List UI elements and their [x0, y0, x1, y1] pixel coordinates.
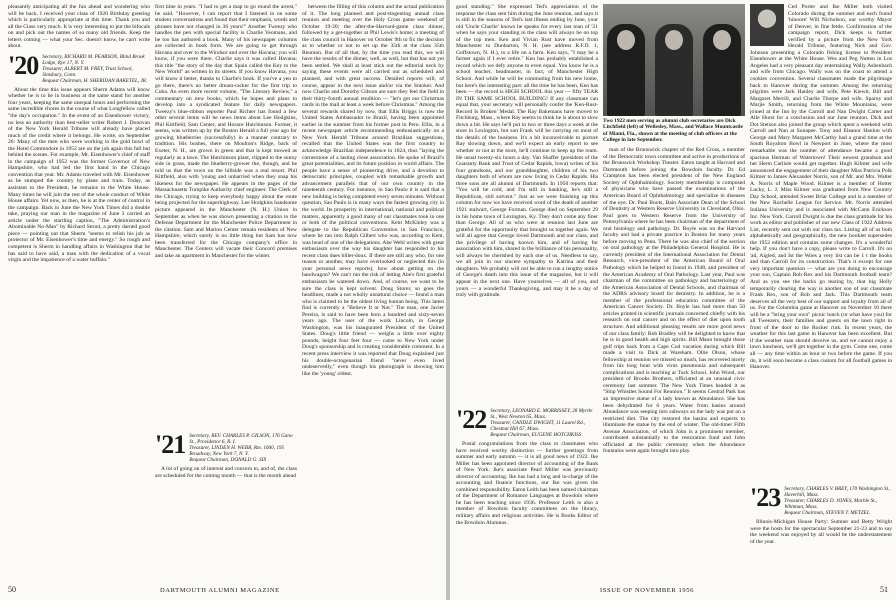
secretary-line: Secretary, CHARLES V. BREY, 170 Washington St., Haverhill, Mass. — [784, 486, 891, 498]
class-header-1921 — [155, 430, 297, 463]
bequest-line: Bequest Chairman, H. SHERIDAN BAKETEL, JR. — [42, 77, 148, 84]
page-footer: DARTMOUTH ALUMNI MAGAZINE — [160, 587, 280, 594]
class-header-1922 — [456, 405, 598, 438]
paragraph: A lot of going on of interest and concern to, and of, the class are scheduled for the coming month — that is the month ahead — [155, 466, 297, 479]
treasurer-line: Treasurer, CHARLES D. JONES, Marble St., Whitman, Mass. — [784, 498, 878, 510]
treasurer-line: Treasurer, ALBERT M. FREY, Trust School, Simsbury, Conn. — [42, 65, 133, 78]
right-column-1 — [456, 4, 598, 570]
bequest-line: Bequest Chairman, STEVEN T. METZEL — [784, 510, 870, 516]
paragraph: man of the Brunswick chapter of the Red Cross, a member of the Democratic town committee and active in productions of the Brunswick Workshop Theater. Eaton taught at Harvard and Dartmouth before joining the Bowdoin faculty. Dr. Ed Crampton has been elected president of the New England Society of Ophthalmology. Society membership is composed of physicians who have passed the examinations of the American Board of Ophthalmology and specialize in diseases of the eye. Dr. Paul Boots, Bain Associate Dean of the School of Dentistry at Western Reserve University in Cleveland, Ohio. Paul goes to Western Reserve from the University of Pennsylvania where he has been chairman of the department of oral histology and pathology. Dr. Boyle was on the Harvard faculty and had a private practice in Boston for many years before moving to Penn. There he was also chief of the section on oral pathology at the Philadelphia General Hospital. He is currently president of the International Association for Dental Research, vice-president of the American Board of Oral Pathology which he helped to found in 1948, and president of the American Academy of Oral Pathology. Last year, Paul was chairman of the committee on pathology and bacteriology of the American Association of Dental Schools, and chairman of the ADRS advisory board for dentistry. In addition, he is a member of the professional education committee of the American Cancer Society. Dr. Boyle has had more than 50 articles printed in scientific journals concerned chiefly with his research on oral cancer and on the effect of diet upon tooth structure. And additional pleasing results are more good news of our class family: Bob Bradley will be delighted to know that he is in good health and high spirits. Bill Mann brought those golf trips back from a Cape Cod vacation during which Bill made a visit to Dick at Wareham. Ollie Olson, whose fellowship at reunion we missed so much, has recovered nicely from his long bout with virus pneumonia and subsequent complications and is teaching at Tuck School. John Wood, our president of Brooks Brothers, officiated at an unusual civic ceremony last summer. The New York Times headed it as "Ship Whistles Sound For Reunion." It seems Central Park has an impressive statue of a lady known as Abundance. She has been dehydrated for 6 years. Water from basins around Abundance was seeping into subways so the lady was put on a restricted diet. The city restored the basins and expects to illuminate the statue by the end of winter. The old-timer Fifth Avenue Association, of which John is a prominent member, contributed substantially to the restoration fund and John officiated at the public ceremony when the Abundance fountains were again brought into play. — [603, 147, 745, 455]
left-page — [0, 0, 446, 600]
page-number: 51 — [880, 585, 888, 594]
class-officers — [189, 433, 297, 463]
left-column-3 — [302, 4, 444, 570]
secretary-line: Secretary, RICHARD M. PEARSON, Blind Brook Lodge, Rye 17, N. Y. — [42, 53, 145, 66]
bequest-line: Bequest Chairman, DONALD G. SIX — [189, 457, 267, 463]
class-year: '20 — [8, 50, 39, 80]
treasurer-line: Treasurer, CANDLE DWIGHT, 11 Laurel Rd., Chestnut Hill 67, Mass. — [490, 420, 586, 432]
paragraph: good standing." She expressed Ted's appreciation of the response the class sent him during the June reunion, and says it is still in the seasons of Ted's last illness ending by June, your old 'Uncle Charlie' knows he speaks for every last man of '21 when he says your standing in the class will always be on top of the top men. Ken and Vivian Rust have moved from Manchester to Dunbarton, N. H. (see address R.F.D. 1, Goffstown, N. H.), to a life on a farm. Ken says, "I may be a farmer again if I ever retire." Ken has probably established a record which we defy anyone to even equal. You know he is a school teacher, headmaster, in fact, of Manchester High School. And while he will be commuting from his new home, but here's the interesting part: all the time he has been, Ken has been — rhe record is HIGH SCHOOL this year — fifty TEAR IN THE SAME SCHOOL BUILDING! If any classmate can equal that, your secretary will personally confer the 'Ken-Rust-Record Is Broken' Medal. The Ray Bakemans have moved to Fitchburg, Mass., where Ray seems to think he is about to slow down a bit. He says he'll put in two or three days a week at the store in Lexington, but son Frank will be carrying on most of the details of the business. It's a bit inconceivable to picture Ray slowing down, and we'll expect an early report to see whether or not at the store, he'll continue to keep up the ream. He usual twenty-six hours a day. Van Shaffer (president of the Guaranty Bank and Trust of Cedar Rapids, Iowa) writes of his four grandsons, and our granddaughter, children of his two daughters both of whom are now living in Cedar Rapids. His three sons are all alumni of Dartmouth. In 1950 reports that: "You will be cold, and I'm still in banking, he's still a Republican, still solvent." Just as we were finishing up this column for now we have received word of the death of another 1921 stalwart, George Forman. George died on September 29 in his home town of Lexington, Ky. They don't come any finer than George. All of us who were at reunion last June are grateful for the opportunity that brought us together again. We will all agree that George loved Dartmouth and our class, and the privilege of having known him, and of having for association with him, shared in the brilliance of his personality, will always be cherished by each one of us. Needless to say, we all join in our sincere sympathy to Katrina and their daughters. We probably will not be able to run a lengthy notice of George's death into this issue of the magazine, but it will appear in the next one. Have yourselves — all of you, and yours — a wonderful Thanksgiving, and may it be a day of truly with gratitude. — [456, 4, 598, 299]
left-column-1 — [8, 4, 150, 570]
secretary-line: Secretary, REV. CHARLES P. GILSON, 176 Gano St., Providence 6, R. I. — [189, 433, 293, 445]
left-column-2 — [155, 4, 297, 570]
class-year: '22 — [456, 405, 487, 434]
class-header-1920 — [8, 50, 150, 84]
photo-caption: Two 1922 men serving as alumni club secretaries are Dick Litchfield (left) of Wellesley, Mass., and Wallace Mountcastle of Miami, Fla., shown at the meeting of club officers at the College in late September. — [603, 118, 743, 143]
class-header-1923 — [750, 483, 892, 516]
paragraph: first time in years. "I had to get a map to go round the arrest," he said. "However, I can report that I listened in on some student conversations and found that their emphasis, words and phrases have not changed in 36 years!" Another Tweezy who handles the pen with special facility is Charlie Yeomans, and he too has authored a book. Many of his newspaper columns are collected in book form. We are going to get through Havana and over to the Windsor and over the Havana; you will know, if you were there. Charlie says it was called Havana; this title "the story of the day that Spain called the Key to the New World" as written in its streets. If you know Havana, you will know it better, thanks to Charlie's book. If you've a yen to go there, there's no better dream-racker for the first trip to Cuba. An even more recent volume, "The Literary Review," a commentary on new books, which he hopes and plans to develop into a syndicated feature for daily newspapers. Tweezy's blue-ribbon reporter Paul Richter has found a few other several items will be news items about Lee Hodgkins, Phil Kittfield, Sam Center, and Horace Hutchinson. Former, it seems, was written up by the Boston Herald a full year ago for growing blueberries (successfully) in a manner contrary to tradition. His bushes, there on Moulton's Ridge, back of Exeter, N. H., are grown in green and that is kept mowed as regularly as a lawn. The Hutchinson plant, clipped to the sunny side in grass, made the blueberry-grower the, though, and he told us that the town on the hillside was a real resort. Phil Kittfield, also with 'young and unharried when they snap his likeness for the newspaper. He appears in the pages of the Massachusetts Turnpike Authority chief engineer. The Clerk of the Chicago, trying to keep everybody happy about the route being projected for the superhighway. Lee Hodgkins handsome picture appeared in the Manchester (N. H.) Union in September as when he was shown presenting a citation to the Defense Department for the Manchester Police Department in the citation. Sam and Marion Center remain residents of New Hampshire, which surely is no little thing but Sam has now been transferred for the Chicago company's office in Manchester. The Centers will vacate their Concord premises and take an apartment in Manchester for the winter. — [155, 4, 297, 259]
bequest-line: Bequest Chairman, EUGENE HOTCHKISS — [490, 432, 582, 438]
class-year: '21 — [155, 430, 186, 459]
paragraph: pleasantly anticipating all the fun ahead and wondering who will be back. I received your class of 1920 Birthday greeting which is particularly appropriate at this time. Thank you and all the Class very much. It is very interesting to put the bifocals on and pick out the names of so many old friends. Keep the letters coming — what your Sec. doesn't know, he can't write about. — [8, 4, 150, 50]
paragraph: About the time this issue appears Sherm Adams will know whether he is to be in business at the same stand for another four years, keeping the same unequal hours and performing the same incredible chores in the course of what Longfellow called "the day's occupation." In the event of an Eisenhower victory, no less an authority than best-seller writer Robert J. Donovan of the New York Herald Tribune will already have placed much of the credit where it belongs. He wrote, on September 26: Many of the men who were working in the gold bowl of the Hotel Commodore in 1952 are on the job again this fall but behind the scenes. For example, Mr. Eisenhower's chief of staff in the campaign of 1952 was the former Governor of New Hampshire, who had led the first hand in the Chicago convention that year. Mr. Adams traveled with Mr. Eisenhower as he stumped the country by plane and train. Today, as assistant to the President, he remains in the White House. Many times he will join the rest of the whole conduct of White House affairs. Yet now, as then, he is at the center of control in the campaign. Back in June the New York Times did a double take, praying our man in the magazine of June 3 carried an article under the startling caption, "The Administration's Abominable No-Man" by Richard Strout, a pretty darned good piece — pointing out that Sherm "seems to relish his job as protector of Mr. Eisenhower's time and energy." So rough and competent is Sherm in handling affairs in Washington that he has said to have said, a man with the dedication of a vocal virgin and the impatience of a water buffalo." — [8, 86, 150, 264]
class-officers — [784, 486, 892, 516]
paragraph: between the filling of this column and the actual publication of it. The long planned and post-tingenting annual class reunion and meeting over the Holy Cross game weekend of October 19-20; the after-the-Harvard-game class dinner, followed by a get-together at Phil Lewis's home; a meeting of the class council in Hanover on October 9th to fix the decision as to whether or not to set up the 35th at the class 35th Reunion. But of all that, by the time you read this, we will have the results of the dinner, well, as well, but that has not yet been settled. We shall at least stick out the editorial neck by saying these events were all carried out as scheduled and planned, and with great success. Detailed reports will, of course, appear in the next issue and/or via the Smoker. And now Charlie and Dorothy Gibson are sure they feel the field in their thirty-fourth annual rendition — "let's get our Christmas cards in the mail at least a week before Christmas." Among the several rewards shared by now, that Ellis Briggs is now the United States Ambassador to Brazil, having been appointed earlier in the summer from his former post in Peru. Ellis, in a recent newspaper article recommending enthusiastically on a New York Herald Tribune around Brazilian suggestions, recalled that the United States was the first country to acknowledge Brazilian independence in 1824, thus "laying the cornerstone of a lasting close association. He spoke of Brazil's great potentialities, and its future position in world affairs. The people have a sense of pioneering drive, and a devotion to democratic principles, coupled with remarkable growth and advancement parallels that of our own country in the nineteenth century. For instance, in Sao Paulo it is said that a new building is being completed every seven minutes. Without question, Sao Paulo is in many ways the fastest growing city in the world. Its prosperity in international, national and political matters, apparently a good many of our classmates took in one or both of the political conventions. Kent McKinley was a delegate to the Republican Convention in San Francisco, where he ran into Ralph Gilbert who was, according to Kent, was head of one of the delegations. Abe Webl writes with great enthusiasm over the way his daughter has responded to his recent class dues billet-doux. If there are still any who, for one reason or another, may have overlooked or neglected this (in your personal news reports), how about getting on the bandwagon? We can't run the risk of letting Abe's first grateful enthusiasm be watered down. And, of course, we want to be sure the class is kept solvent. Doug Storer, so goes the headlines, made a not wholly unnatural choice — found a man who is claimed to be the oldest living human being. This latest find is currently a "Believe It or Not." The man, one Javier Pereira, is said to have been born a hundred and sixty-seven years ago. The user of the work Lincoln, in George Washington, was his inaugurated President of the United States. Doug's little friend — weighs a little over eighty pounds, height four feet four — came to New York under Doug's sponsorship and is creating considerable comment. In a recent press interview it was reported that Doug explained just his double-octogenarian friend "never even lived undeservedly," even though his photograph is showing him like the 'young' oldest. — [302, 4, 444, 377]
page-number: 50 — [8, 585, 16, 594]
class-photo — [603, 4, 745, 143]
class-year: '23 — [750, 483, 781, 512]
portrait-photo — [750, 4, 784, 46]
treasurer-line: Treasurer, LINDEN H. WEBB, Rm. 1600, 195 Broadway, New York 7, N. Y. — [189, 445, 285, 457]
secretary-line: Secretary, LEONARD E. MORRISSEY, 28 Myrtle St., West Newton 65, Mass. — [490, 408, 593, 420]
right-column-3 — [750, 4, 892, 570]
class-officers — [42, 54, 150, 84]
paragraph: Ced Porter and Ike Miller both visited Colorado during the summer and each found 'hinoore' Will Nicholson, our worthy Mayor of Denver, in fine fettle. Confirmation of the campaign report, Dick keeps is further verified by a picture from the New York Herald Tribune, featuring Nick and Gov. Johnson presenting a Colorado fishing license to President Eisenhower at the White House. Wes and Peg Nutten in Los Angeles had a very pleasant day entertaining Wally Ashenbach and wife from Chicago. Wally was on the coast to attend a cookies convention. Several classmates made the pilgrimage back to Hanover during the summer. Among the returning pilgrims were Jack Hanley and wife, Pete Kiewit, Bill and Margaret Merrill, and Charlie Thorpe and wife. Sparny and Marjie Smith, returning from the White Mountains, were joined at the Inn by the Carroll and Nan Dwight Carter and Alle Hurst for a conclusion and our June reunion. Dick and Dot Stetson also joined the group which spent a weekend with Carroll and Nan at Sunapee. Tony and Eleanor Hanlon with George and Mary Margaret McCarthy had a grand time at the South Royalton Bowl in Newport in June, where the most remarkable was the number of attendance became a good spacious Herman of Watertown! Their newest grandson and her Herm Carlisle would get together. Hugh Kilmer and wife announced the engagement of their daughter Miss Patricia Polk Kilmer to James Alexander Norris, son of Mr. and Mrs. Walter A. Norris of Maple Wood. Kilmer is a member of Hotter Lucky, L. J. Miss Kilmer was graduated from New Country Day School, attended Sweet Briar College and is a member of the New Rochelle League for Service. Mr. Norris attended Indiana University and is associated with McCann Erickson Inc. New York. Carroll Dwight is due the class gratitude for his work as editor and publisher of our new Class of 1922 Address List, recently sent out with our class tax. Listing all of us both alphabetically and geographically, the new booklet supersedes the 1952 edition and contains some changes. It's a wonderful help. If you don't have a copy, please write to Carroll. It's on 'ad, Aigled, and Ist the Woes a very list can be 1 t the books and than Carroll for its construction. That's it except for one very important question — what are you doing to encourage your son, Captain Bob Rex and his Dartmouth football team? And as you see the backs go tearing by, that big Holly temporarily clearing the way is another son of our classmate Frank Rex, son of Bob and Jack. This Dartmouth team deserves all the very best of our support and loyalty from all of us. For the Columbia game at Hanover on November 10 there will be a "bring your own" picnic lunch (or what have you) for all Tweezers, their families and guests on the lawn right in front of the door to the Rocker rink. In recent years, the weather for this last game in Hanover has been excellent. But if the weather man should deceive us, and we cannot enjoy a lawn luncheon, we'll get together in the gym. Come one, come all — any time within an hour or two before the game. If you do, it will soon become a class custom for all football games in Hanover. — [750, 4, 892, 371]
class-officers — [490, 408, 598, 438]
right-page — [450, 0, 896, 600]
paragraph: Illinois-Michigan House Party: Sumner and Betty Wright were the hosts for the spectacular September 21-23 and to say the weekend was enjoyed by all would be the understatement of the year. — [750, 519, 892, 545]
page-footer: ISSUE OF NOVEMBER 1956 — [600, 587, 694, 594]
photo-two-men — [603, 4, 745, 116]
right-column-2 — [603, 4, 745, 570]
paragraph: Postal congratulations from the class to classmates who have received worthy distinction — further greetings from summer and early autumn — it is all good news of 1922. Ike Miller has been appointed director of accounting of the Bank of New York. Ike's associate Pearl Miller was previously director of accounting. Ike has had a long and in-charge of the accounting and finance functions, our Ike was given the combined responsibility. Eaton Leith has been named chairman of the Department of Romance Languages at Bowdoin where he has been teaching since 1936. Professor Leith is also a member of Bowdoin faculty committees on the library, military affairs and religious activities. He is Books Editor of the Bowdoin Alumnus. — [456, 441, 598, 526]
